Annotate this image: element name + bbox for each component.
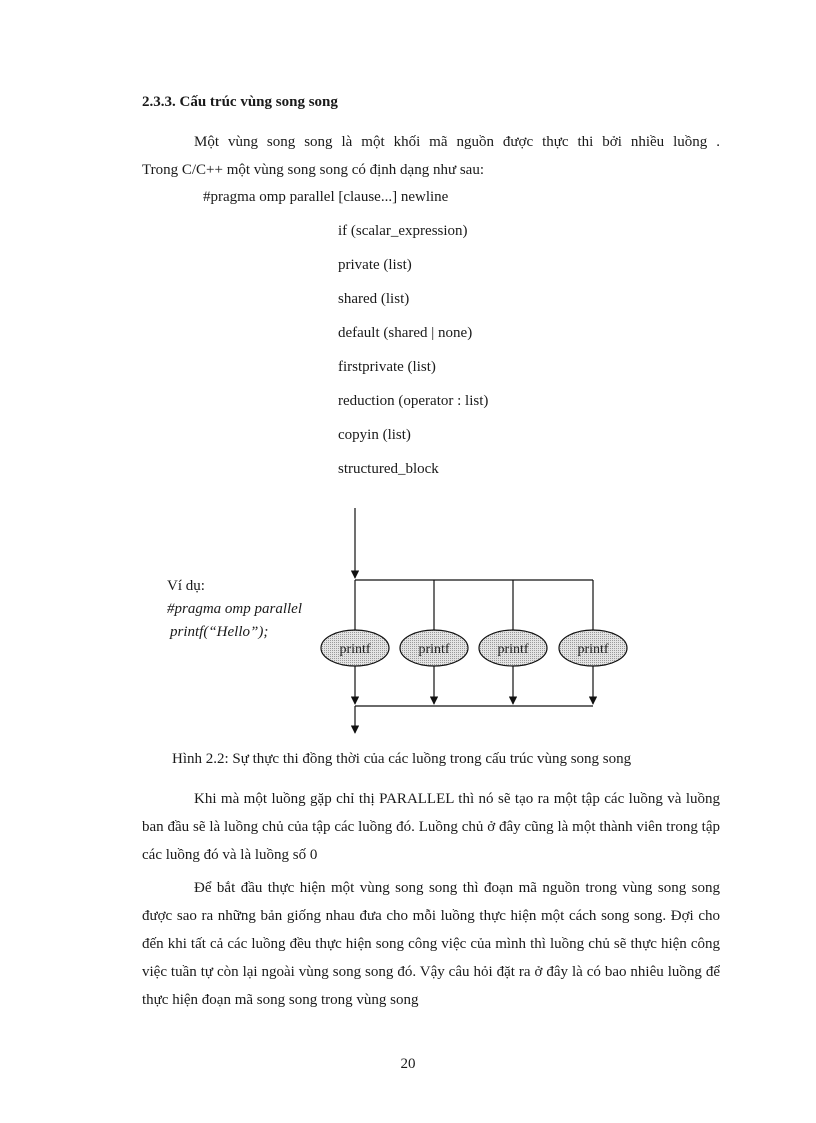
- example-pragma: #pragma omp parallel: [167, 601, 302, 617]
- section-heading: 2.3.3. Cấu trúc vùng song song: [142, 94, 338, 110]
- thread-node-label: printf: [497, 642, 529, 657]
- page-number: 20: [400, 1056, 416, 1072]
- clause-default: default (shared | none): [338, 325, 473, 341]
- clause-shared: shared (list): [338, 291, 410, 307]
- figure-caption: Hình 2.2: Sự thực thi đồng thời của các luồng trong cấu trúc vùng song song: [172, 751, 632, 767]
- thread-node-label: printf: [577, 642, 609, 657]
- body-paragraph-2: Để bắt đầu thực hiện một vùng song song thì đoạn mã nguồn trong vùng song song được sao ra những bản giống nhau đưa cho mỗi luồng thực hiện một cách song song. Đợi cho đến khi tất cả các luồng đều thực hiện song công việc của mình thì luồng chủ sẽ thực hiện công việc tuần tự còn lại ngoài vùng song song đó. Vậy câu hỏi đặt ra ở đây là có bao nhiêu luồng để thực hiện đoạn mã song song trong vùng song: [142, 880, 720, 1008]
- clause-copyin: copyin (list): [338, 427, 411, 443]
- body-paragraph-1: Khi mà một luồng gặp chỉ thị PARALLEL thì nó sẽ tạo ra một tập các luồng và luồng ban đầu sẽ là luồng chủ của tập các luồng đó. Luồng chủ ở đây cũng là một thành viên trong tập các luồng đó và là luồng số 0: [142, 791, 720, 863]
- thread-node-label: printf: [339, 642, 371, 657]
- pragma-directive: #pragma omp parallel [clause...] newline: [203, 189, 449, 205]
- clause-structured-block: structured_block: [338, 461, 439, 477]
- clause-reduction: reduction (operator : list): [338, 393, 489, 409]
- clause-if: if (scalar_expression): [338, 223, 468, 239]
- clause-firstprivate: firstprivate (list): [338, 359, 436, 375]
- example-label: Ví dụ:: [167, 578, 205, 594]
- intro-line-1: Một vùng song song là một khối mã nguồn được thực thi bởi nhiều luồng .: [194, 134, 720, 150]
- thread-node-1: [321, 630, 389, 666]
- intro-line-2: Trong C/C++ một vùng song song có định dạng như sau:: [142, 162, 485, 178]
- thread-node-2: [400, 630, 468, 666]
- thread-node-3: [479, 630, 547, 666]
- clause-private: private (list): [338, 257, 412, 273]
- thread-node-4: [559, 630, 627, 666]
- thread-node-label: printf: [418, 642, 450, 657]
- example-printf: printf(“Hello”);: [170, 624, 269, 640]
